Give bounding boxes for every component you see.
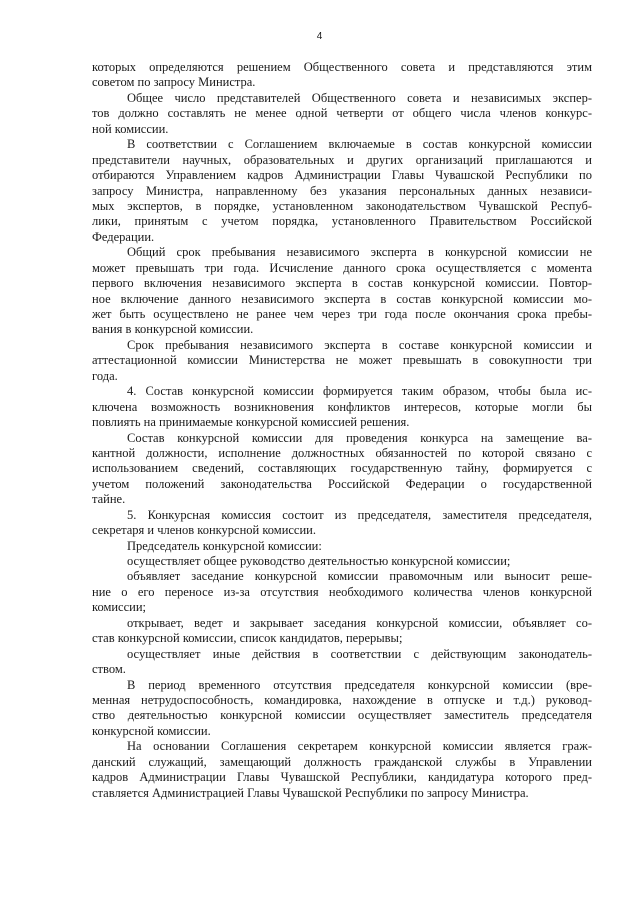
text-line: вания в конкурсной комиссии. [92,322,254,337]
text-line: Общее число представителей Общественного совета и независимых экспер- [127,90,592,105]
text-line: отбираются Управлением кадров Администрации Главы Чувашской Республики по [92,168,592,183]
text-line: кантной должности, исполнение должностных обязанностей по которой связано с [92,445,592,460]
text-line: Общий срок пребывания независимого эксперта в конкурсной комиссии не [127,245,592,260]
text-line: На основании Соглашения секретарем конкурсной комиссии является граж- [127,739,592,754]
text-line: Председатель конкурсной комиссии: [127,538,322,553]
text-line: советом по запросу Министра. [92,75,256,90]
text-line: представители научных, образовательных и других организаций приглашаются и [92,152,592,167]
text-line: запросу Министра, направленному без указания персональных данных независи- [92,183,592,198]
text-line: ством. [92,662,126,677]
text-line: ной комиссии. [92,121,169,136]
text-line: лики, принятым с учетом порядка, установленного Правительством Российской [92,214,592,229]
text-line: Срок пребывания независимого эксперта в составе конкурсной комиссии и [127,337,592,352]
text-line: Состав конкурсной комиссии для проведения конкурса на замещение ва- [127,430,592,445]
text-line: может превышать три года. Исчисление данного срока осуществляется с момента [92,260,592,275]
text-line: секретаря и членов конкурсной комиссии. [92,523,316,538]
text-line: ключена возможность возникновения конфликтов интересов, которые могли бы [92,399,592,414]
text-line: использованием сведений, составляющих государственную тайну, формируется с [92,461,592,476]
text-line: В соответствии с Соглашением включаемые в состав конкурсной комиссии [127,137,592,152]
text-line: ство деятельностью конкурсной комиссии осуществляет заместитель председателя [92,708,592,723]
text-line: осуществляет иные действия в соответствии с действующим законодатель- [127,646,592,661]
text-line: жет быть осуществлено не ранее чем через три года после окончания срока пребы- [92,307,592,321]
text-line: мых экспертов, в порядке, установленном законодательством Чувашской Респуб- [92,198,592,213]
text-line: ние о его переносе из-за отсутствия необходимого количества членов конкурсной [92,584,592,599]
text-line: тайне. [92,492,126,507]
text-line: став конкурсной комиссии, список кандидатов, перерывы; [92,631,403,646]
text-line: осуществляет общее руководство деятельностью конкурсной комиссии; [127,554,511,568]
text-line: ставляется Администрацией Главы Чувашской Республики по запросу Министра. [92,785,529,800]
text-line: кадров Администрации Главы Чувашской Республики, кандидатура которого пред- [92,770,592,785]
text-line: тов должно составлять не менее одной четверти от общего числа членов конкурс- [92,106,592,121]
text-line: которых определяются решением Общественного совета и представляются этим [92,60,592,74]
document-body [92,60,592,801]
text-line: первого включения независимого эксперта в состав конкурсной комиссии. Повтор- [92,276,592,291]
text-line: Федерации. [92,229,155,244]
text-line: 5. Конкурсная комиссия состоит из председателя, заместителя председателя, [127,507,592,522]
text-line: открывает, ведет и закрывает заседания конкурсной комиссии, объявляет со- [127,615,592,630]
text-line: менная нетрудоспособность, командировка, нахождение в отпуске и т.д.) руковод- [92,692,592,707]
text-line: объявляет заседание конкурсной комиссии правомочным или выносит реше- [127,569,592,584]
text-line: конкурсной комиссии. [92,723,211,738]
text-line: аттестационной комиссии Министерства не может превышать в совокупности три [92,353,592,368]
text-line: повлиять на принимаемые конкурсной комиссией решения. [92,415,410,430]
text-line: года. [92,368,118,383]
text-line: В период временного отсутствия председателя конкурсной комиссии (вре- [127,677,592,692]
page-number: 4 [316,31,323,42]
text-line: учетом положений законодательства Российской Федерации о государственной [92,476,592,491]
text-line: данский служащий, замещающий должность гражданской службы в Управлении [92,754,592,769]
text-line: 4. Состав конкурсной комиссии формируется таким образом, чтобы была ис- [127,384,592,399]
text-line: ное включение данного независимого эксперта в состав конкурсной комиссии мо- [92,291,592,306]
text-line: комиссии; [92,600,146,615]
